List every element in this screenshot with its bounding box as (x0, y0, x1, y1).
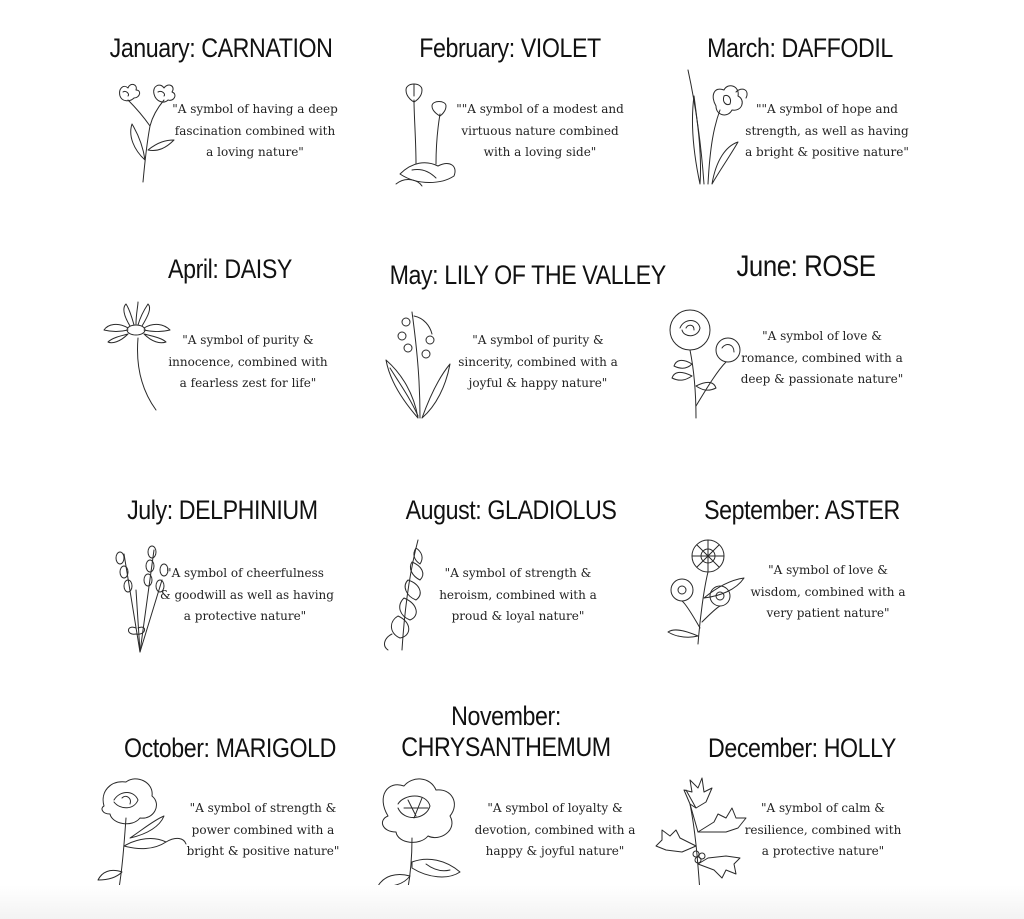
november-title-line-1: November: (451, 701, 561, 731)
violet-icon (392, 80, 464, 188)
october-description: "A symbol of strength & power combined with a bright & positive nature" (186, 801, 340, 858)
chrysanthemum-icon (368, 776, 472, 902)
december-description: "A symbol of calm & resilience, combined with a protective nature" (744, 801, 902, 858)
november-title (398, 701, 615, 763)
june-title: June: ROSE (736, 250, 876, 283)
september-title: September: ASTER (704, 495, 900, 525)
july-description: "A symbol of cheerfulness & goodwill as well as having a protective nature" (160, 566, 334, 623)
march-description: ""A symbol of hope and strength, as well as having a bright & positive nature" (745, 102, 909, 159)
november-description: "A symbol of loyalty & devotion, combined with a happy & joyful nature" (474, 801, 636, 858)
lily-of-the-valley-icon (384, 306, 454, 420)
february-description: ""A symbol of a modest and virtuous nature combined with a loving side" (456, 102, 624, 159)
january-title: January: CARNATION (109, 33, 333, 63)
january-description: "A symbol of having a deep fascination combined with a loving nature" (172, 102, 338, 159)
july-title: July: DELPHINIUM (127, 495, 318, 525)
october-title: October: MARIGOLD (123, 733, 337, 763)
february-title: February: VIOLET (419, 33, 601, 63)
may-title: May: LILY OF THE VALLEY (389, 260, 666, 290)
rose-icon (666, 306, 746, 420)
bottom-fade (0, 885, 1024, 919)
may-description: "A symbol of purity & sincerity, combined with a joyful & happy nature" (458, 333, 618, 390)
june-description: "A symbol of love & romance, combined with a deep & passionate nature" (740, 329, 904, 386)
gladiolus-icon (378, 538, 440, 652)
november-title-line-2: CHRYSANTHEMUM (401, 732, 611, 762)
september-description: "A symbol of love & wisdom, combined with a very patient nature" (750, 563, 906, 620)
april-title: April: DAISY (168, 254, 292, 284)
march-title: March: DAFFODIL (707, 33, 893, 63)
august-description: "A symbol of strength & heroism, combined with a proud & loyal nature" (439, 566, 597, 623)
december-title: December: HOLLY (708, 733, 896, 763)
marigold-icon (96, 776, 188, 896)
april-description: "A symbol of purity & innocence, combined with a fearless zest for life" (168, 333, 328, 390)
aster-icon (664, 538, 748, 646)
august-title: August: GLADIOLUS (405, 495, 617, 525)
holly-icon (656, 774, 748, 894)
